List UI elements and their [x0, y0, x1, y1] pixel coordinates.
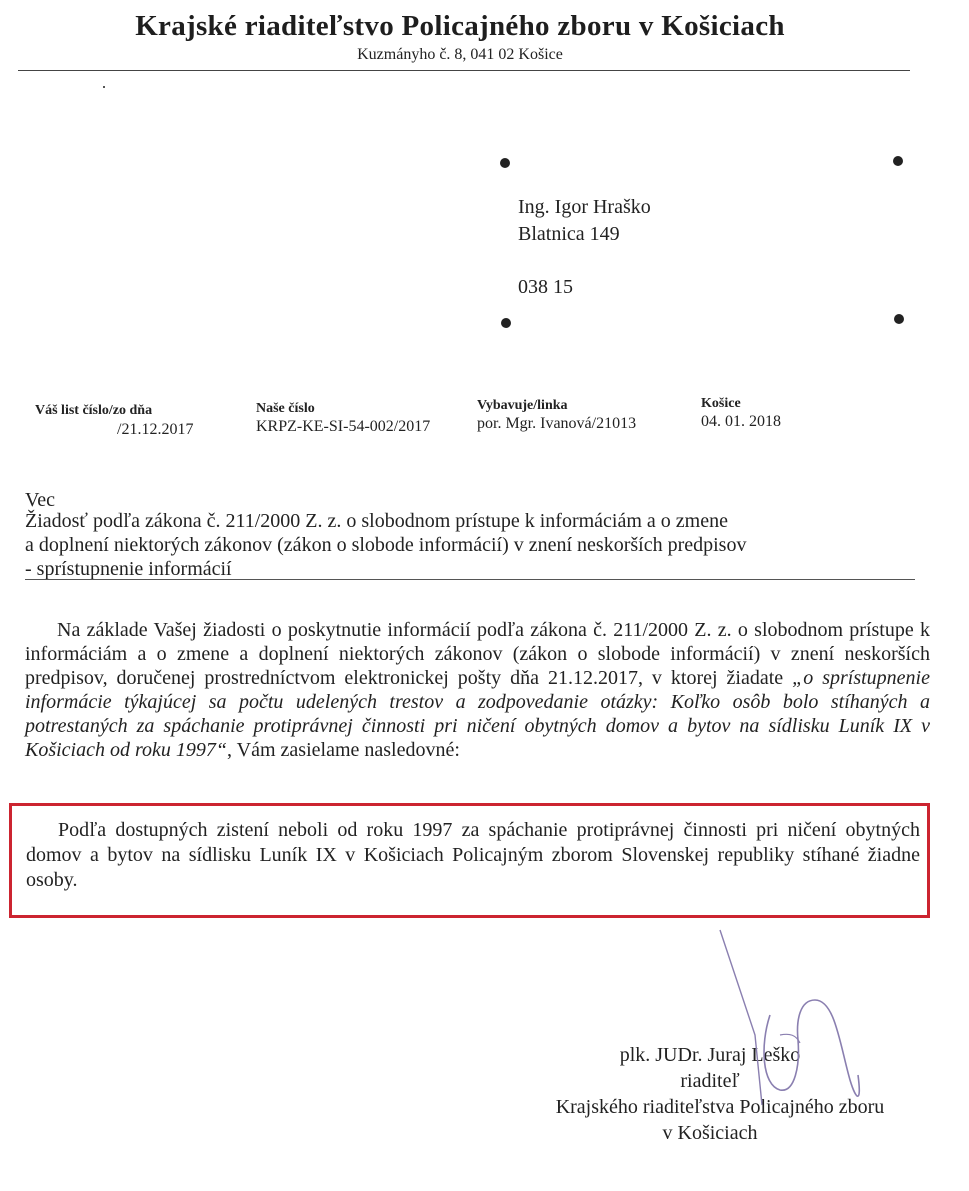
header-divider: [18, 70, 910, 71]
recipient-postal: 038 15: [518, 276, 573, 298]
ref-label-our-number: Naše číslo: [256, 401, 315, 416]
signatory-org: Krajského riaditeľstva Policajného zboru: [555, 1096, 885, 1118]
subject-line-2: a doplnení niektorých zákonov (zákon o slobode informácií) v znení neskorších predpisov: [25, 534, 747, 556]
ref-value-date: 04. 01. 2018: [701, 413, 781, 430]
ref-label-your-letter: Váš list číslo/zo dňa: [35, 403, 153, 418]
body-outro: , Vám zasielame nasledovné:: [227, 739, 460, 761]
signatory-city: v Košiciach: [662, 1122, 758, 1144]
signatory-name: plk. JUDr. Juraj Leško: [619, 1044, 801, 1066]
answer-paragraph: Podľa dostupných zistení neboli od roku 1997 za spáchanie protiprávnej činnosti pri ničení obytných domov a bytov na sídlisku Luník IX v Košiciach Policajným zborom Slovenskej republiky stíhané žiadne osoby.: [26, 819, 920, 891]
recipient-name: Ing. Igor Hraško: [518, 196, 651, 218]
ref-value-your-letter: /21.12.2017: [117, 421, 194, 438]
ref-label-handled-by: Vybavuje/linka: [477, 398, 568, 413]
letterhead-title: Krajské riaditeľstvo Policajného zboru v Košiciach: [135, 10, 785, 42]
handwritten-signature: [700, 915, 890, 1125]
body-quote: „o sprístupnenie informácie týkajúcej sa počtu udelených trestov a zodpovedanie otázky: Koľko osôb bolo stíhaných a potrestaných za spáchanie protiprávnej činnosti pri ničení obytných domov a bytov na sídlisku Luník IX v Košiciach od roku 1997“: [25, 667, 930, 761]
address-window-mark: [501, 318, 511, 328]
recipient-street: Blatnica 149: [518, 223, 620, 245]
letterhead-address: Kuzmányho č. 8, 041 02 Košice: [357, 46, 563, 63]
subject-label: Vec: [25, 489, 55, 511]
address-window-mark: [500, 158, 510, 168]
scan-speck: [103, 86, 105, 88]
body-paragraph: [25, 618, 930, 762]
ref-label-place: Košice: [701, 396, 741, 411]
address-window-mark: [894, 314, 904, 324]
ref-value-our-number: KRPZ-KE-SI-54-002/2017: [256, 418, 431, 435]
signatory-role: riaditeľ: [680, 1070, 740, 1092]
ref-value-handled-by: por. Mgr. Ivanová/21013: [477, 415, 637, 432]
subject-divider: [25, 579, 915, 580]
subject-line-3: - sprístupnenie informácií: [25, 558, 232, 580]
subject-line-1: Žiadosť podľa zákona č. 211/2000 Z. z. o slobodnom prístupe k informáciám a o zmene: [25, 510, 728, 532]
address-window-mark: [893, 156, 903, 166]
body-intro: Na základe Vašej žiadosti o poskytnutie informácií podľa zákona č. 211/2000 Z. z. o slobodnom prístupe k informáciám a o zmene a doplnení niektorých zákonov (zákon o slobode informácií) v znení neskorších predpisov, doručenej prostredníctvom elektronickej pošty dňa 21.12.2017, v ktorej žiadate: [25, 619, 930, 689]
